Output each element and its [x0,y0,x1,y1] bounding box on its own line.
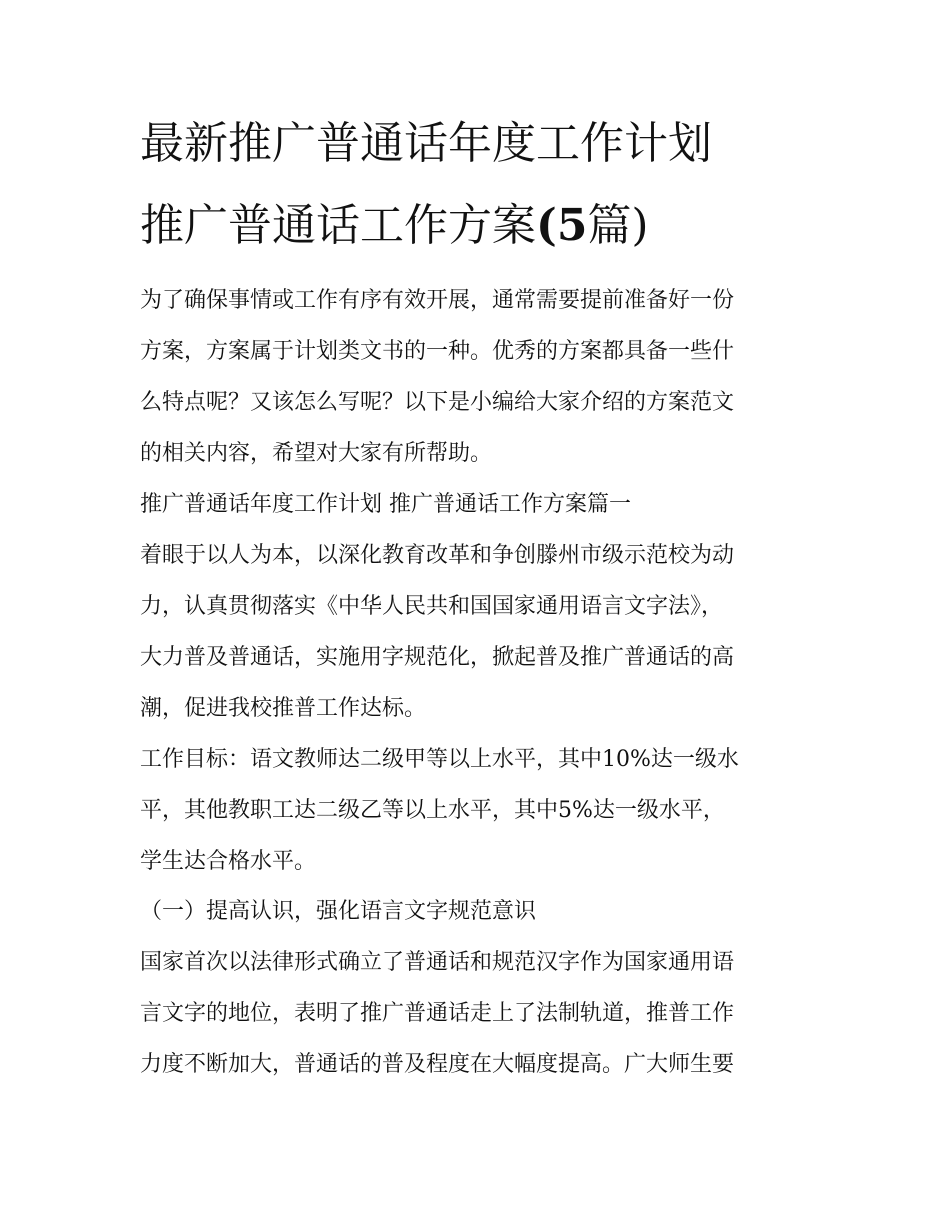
body-line: 学生达合格水平。 [140,849,317,874]
subsection-heading: （一）提高认识，强化语言文字规范意识 [140,899,537,924]
section-heading: 推广普通话年度工作计划 推广普通话工作方案篇一 [140,492,631,517]
title-line-2-count: (5 [536,200,588,251]
document-title-line-1: 最新推广普通话年度工作计划 [140,118,712,169]
body-line: 平，其他教职工达二级乙等以上水平，其中5%达一级水平， [140,798,725,823]
body-line: 的相关内容，希望对大家有所帮助。 [140,441,493,466]
body-line: 力度不断加大，普通话的普及程度在大幅度提高。广大师生要 [140,1052,735,1077]
body-line: 国家首次以法律形式确立了普通话和规范汉字作为国家通用语 [140,950,735,975]
body-line: 大力普及普通话，实施用字规范化，掀起普及推广普通话的高 [140,645,735,670]
body-line: 潮，促进我校推普工作达标。 [140,696,427,721]
title-line-2-suffix: 篇) [587,200,649,251]
body-line: 力，认真贯彻落实《中华人民共和国国家通用语言文字法》， [140,594,724,619]
body-line: 方案，方案属于计划类文书的一种。优秀的方案都具备一些什 [140,339,735,364]
body-line: 么特点呢？又该怎么写呢？以下是小编给大家介绍的方案范文 [140,390,735,415]
body-line: 为了确保事情或工作有序有效开展，通常需要提前准备好一份 [140,288,735,313]
body-line: 着眼于以人为本，以深化教育改革和争创滕州市级示范校为动 [140,543,735,568]
body-line: 工作目标：语文教师达二级甲等以上水平，其中10%达一级水 [140,747,739,772]
document-title-line-2 [140,200,840,251]
title-line-2-text: 推广普通话工作方案 [140,200,536,251]
body-line: 言文字的地位，表明了推广普通话走上了法制轨道，推普工作 [140,1001,735,1026]
